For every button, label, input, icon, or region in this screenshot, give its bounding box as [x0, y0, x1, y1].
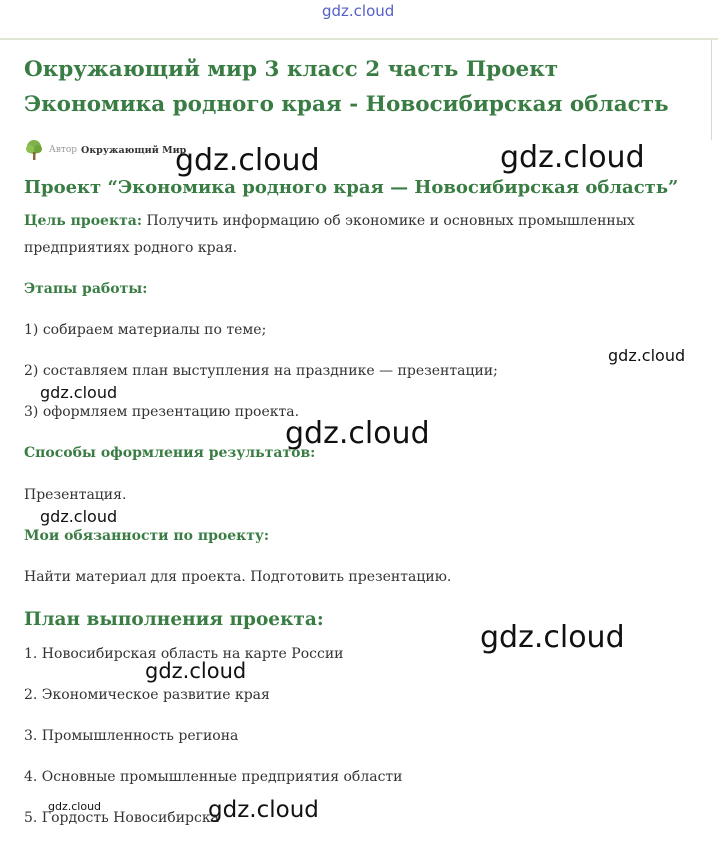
watermark: gdz.cloud [208, 797, 319, 823]
plan-heading: План выполнения проекта: [24, 609, 324, 630]
stages-label: Этапы работы: [24, 281, 148, 297]
watermark: gdz.cloud [500, 140, 645, 175]
top-navigation-bar [0, 0, 718, 40]
plan-item: 2. Экономическое развитие края [24, 687, 270, 703]
page-title-line-2: Экономика родного края - Новосибирская область [24, 92, 669, 117]
watermark: gdz.cloud [145, 659, 247, 683]
methods-label: Способы оформления результатов: [24, 445, 316, 461]
plan-item: 3. Промышленность региона [24, 728, 239, 744]
author-label: Автор [49, 145, 78, 155]
watermark: gdz.cloud [175, 143, 320, 178]
watermark: gdz.cloud [285, 416, 430, 451]
goal-text-2: предприятиях родного края. [24, 240, 238, 256]
plan-item: 5. Гордость Новосибирска [24, 810, 219, 826]
goal-paragraph [24, 208, 635, 262]
watermark: gdz.cloud [608, 346, 686, 365]
author-info [24, 139, 186, 161]
stage-item: 1) собираем материалы по теме; [24, 322, 267, 338]
tree-icon [24, 139, 44, 161]
stage-item: 3) оформляем презентацию проекта. [24, 404, 300, 420]
site-link[interactable]: gdz.cloud [322, 2, 395, 20]
methods-text: Презентация. [24, 487, 127, 503]
goal-label: Цель проекта: [24, 213, 142, 229]
goal-text-1: Получить информацию об экономике и основных промышленных [142, 213, 635, 229]
project-heading: Проект “Экономика родного края — Новосибирская область” [24, 177, 679, 198]
stage-item: 2) составляем план выступления на празднике — презентации; [24, 363, 498, 379]
page-title [24, 52, 694, 122]
watermark: gdz.cloud [40, 383, 118, 402]
duties-label: Мои обязанности по проекту: [24, 528, 270, 544]
watermark: gdz.cloud [40, 507, 118, 526]
duties-text: Найти материал для проекта. Подготовить презентацию. [24, 569, 452, 585]
sidebar-edge [711, 40, 718, 140]
watermark: gdz.cloud [480, 620, 625, 655]
plan-item: 1. Новосибирская область на карте России [24, 646, 344, 662]
author-name[interactable]: Окружающий Мир [81, 144, 187, 156]
plan-item: 4. Основные промышленные предприятия области [24, 769, 403, 785]
page-title-line-1: Окружающий мир 3 класс 2 часть Проект [24, 57, 559, 82]
watermark: gdz.cloud [48, 800, 102, 813]
